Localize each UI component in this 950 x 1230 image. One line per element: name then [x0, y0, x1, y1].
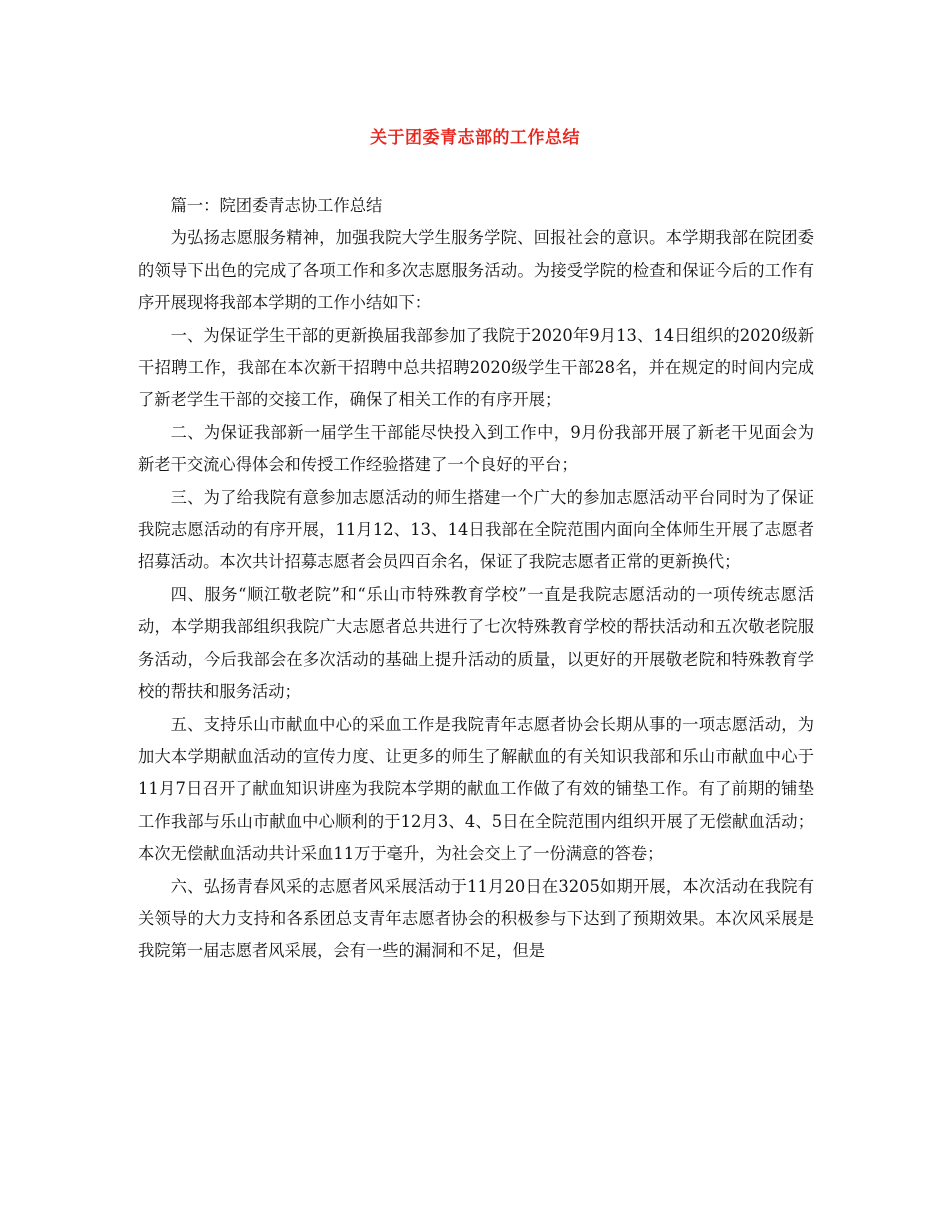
- paragraph-item-2: 二、为保证我部新一届学生干部能尽快投入到工作中，9月份我部开展了新老干见面会为新老干交流心得体会和传授工作经验搭建了一个良好的平台；: [138, 422, 814, 475]
- section-heading: 篇一：院团委青志协工作总结: [170, 196, 383, 215]
- paragraph-intro: 为弘扬志愿服务精神，加强我院大学生服务学院、回报社会的意识。本学期我部在院团委的领导下出色的完成了各项工作和多次志愿服务活动。为接受学院的检查和保证今后的工作有序开展现将我部本学期的工作小结如下：: [138, 228, 814, 313]
- paragraph-item-4: 四、服务“顺江敬老院”和“乐山市特殊教育学校”一直是我院志愿活动的一项传统志愿活动，本学期我部组织我院广大志愿者总共进行了七次特殊教育学校的帮扶活动和五次敬老院服务活动，今后我部会在多次活动的基础上提升活动的质量，以更好的开展敬老院和特殊教育学校的帮扶和服务活动；: [138, 584, 814, 702]
- paragraph-item-6: 六、弘扬青春风采的志愿者风采展活动于11月20日在3205如期开展，本次活动在我院有关领导的大力支持和各系团总支青年志愿者协会的积极参与下达到了预期效果。本次风采展是我院第一届志愿者风采展，会有一些的漏洞和不足，但是: [138, 876, 814, 961]
- paragraph-item-1: 一、为保证学生干部的更新换届我部参加了我院于2020年9月13、14日组织的2020级新干招聘工作，我部在本次新干招聘中总共招聘2020级学生干部28名，并在规定的时间内完成了新老学生干部的交接工作，确保了相关工作的有序开展；: [138, 325, 814, 410]
- paragraph-item-5: 五、支持乐山市献血中心的采血工作是我院青年志愿者协会长期从事的一项志愿活动，为加大本学期献血活动的宣传力度、让更多的师生了解献血的有关知识我部和乐山市献血中心于11月7日召开了献血知识讲座为我院本学期的献血工作做了有效的铺垫工作。有了前期的铺垫工作我部与乐山市献血中心顺利的于12月3、4、5日在全院范围内组织开展了无偿献血活动；本次无偿献血活动共计采血11万于毫升，为社会交上了一份满意的答卷；: [138, 714, 814, 864]
- document-body: [138, 190, 814, 968]
- paragraph-item-3: 三、为了给我院有意参加志愿活动的师生搭建一个广大的参加志愿活动平台同时为了保证我院志愿活动的有序开展，11月12、13、14日我部在全院范围内面向全体师生开展了志愿者招募活动。本次共计招募志愿者会员四百余名，保证了我院志愿者正常的更新换代；: [138, 487, 814, 572]
- document-title: 关于团委青志部的工作总结: [370, 128, 580, 148]
